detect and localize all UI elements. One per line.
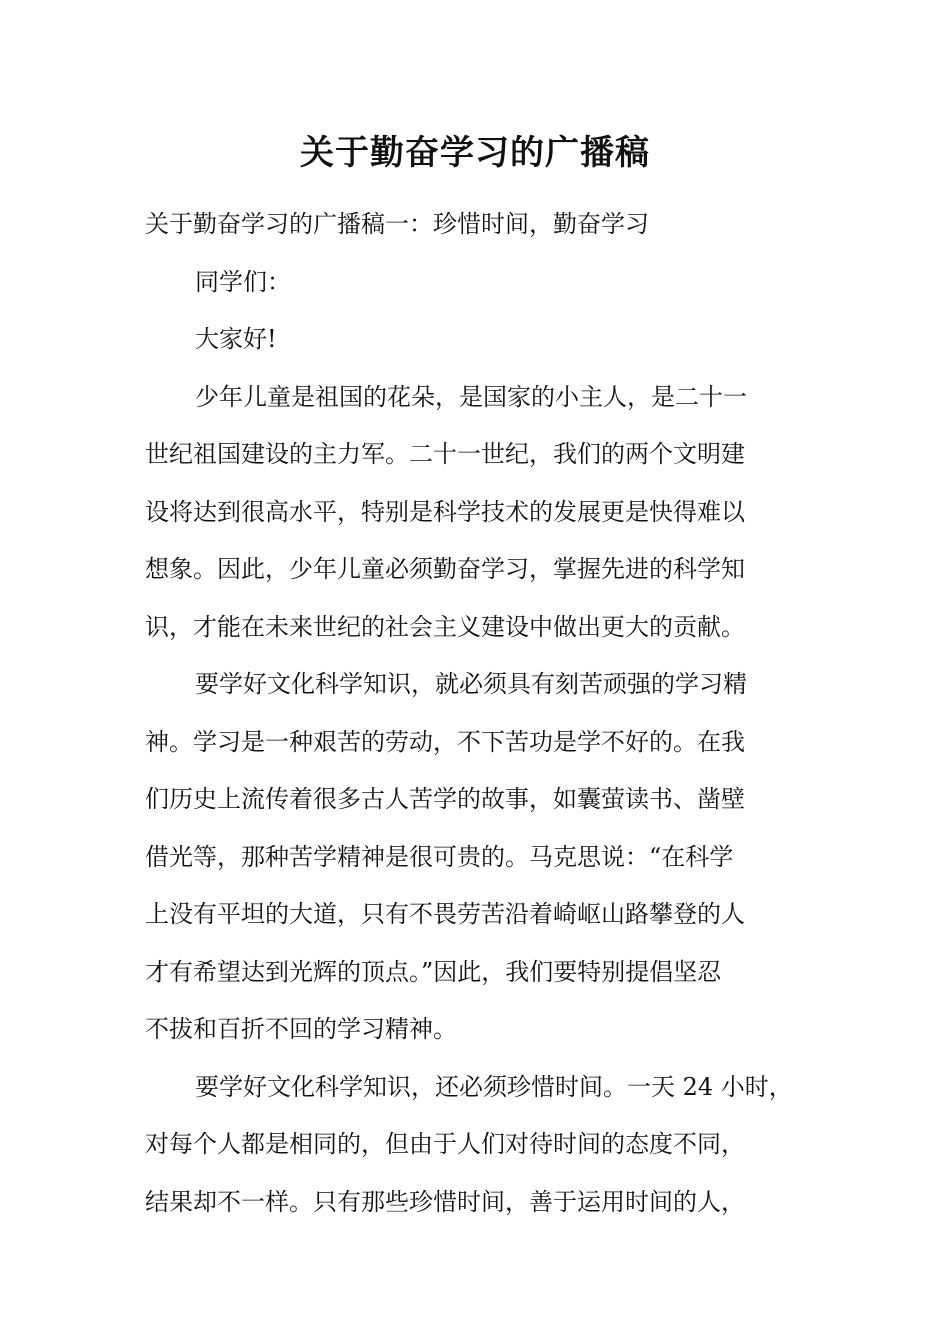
text-line: 不拔和百折不回的学习精神。 <box>145 1015 457 1043</box>
text-line: 们历史上流传着很多古人苦学的故事，如囊萤读书、凿壁 <box>145 785 745 813</box>
text-line: 对每个人都是相同的，但由于人们对待时间的态度不同， <box>145 1130 745 1158</box>
text-line: 结果却不一样。只有那些珍惜时间，善于运用时间的人， <box>145 1187 745 1216</box>
text-line: 识，才能在未来世纪的社会主义建设中做出更大的贡献。 <box>145 612 745 641</box>
text-line: 世纪祖国建设的主力军。二十一世纪，我们的两个文明建 <box>145 440 745 468</box>
text-line: 要学好文化科学知识，就必须具有刻苦顽强的学习精 <box>195 670 747 698</box>
text-line: 大家好! <box>195 325 277 353</box>
text-line: 关于勤奋学习的广播稿一：珍惜时间，勤奋学习 <box>145 210 649 238</box>
text-line: 同学们： <box>195 267 291 296</box>
text-line: 要学好文化科学知识，还必须珍惜时间。一天 24 小时， <box>195 1072 793 1101</box>
text-line: 神。学习是一种艰苦的劳动，不下苦功是学不好的。在我 <box>145 727 745 756</box>
text-line: 少年儿童是祖国的花朵，是国家的小主人，是二十一 <box>195 382 747 411</box>
text-line: 借光等，那种苦学精神是很可贵的。马克思说：“在科学 <box>145 842 734 871</box>
document-title: 关于勤奋学习的广播稿 <box>300 133 650 173</box>
document-body <box>145 196 835 1231</box>
text-line: 想象。因此，少年儿童必须勤奋学习，掌握先进的科学知 <box>145 555 745 583</box>
text-line: 才有希望达到光辉的顶点。”因此，我们要特别提倡坚忍 <box>145 957 722 986</box>
text-line: 上没有平坦的大道，只有不畏劳苦沿着崎岖山路攀登的人 <box>145 900 745 928</box>
text-line: 设将达到很高水平，特别是科学技术的发展更是快得难以 <box>145 497 745 526</box>
